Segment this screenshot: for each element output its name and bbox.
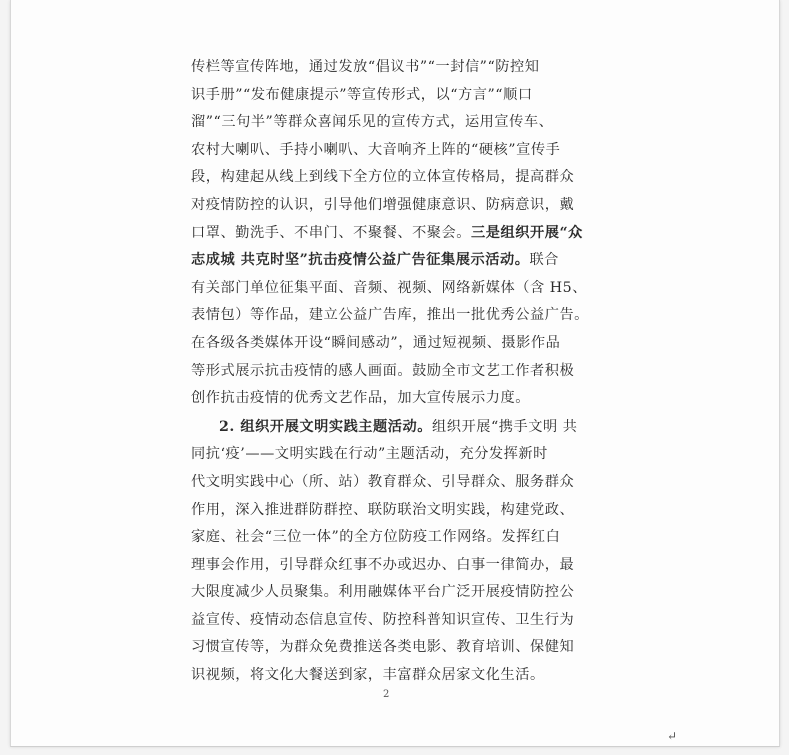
bold-heading-cont: 志成城 共克时坚”抗击疫情公益广告征集展示活动。: [191, 252, 530, 269]
text-line: 段，构建起从线上到线下全方位的立体宣传格局，提高群众: [191, 169, 575, 186]
text-line: 有关部门单位征集平面、音频、视频、网络新媒体（含 H5、: [191, 279, 587, 296]
text-line: 农村大喇叭、手持小喇叭、大音响齐上阵的“硬核”宣传手: [191, 141, 561, 158]
bold-heading: 三是组织开展“众: [471, 224, 583, 241]
document-page: [10, 0, 780, 747]
paragraph-2: [191, 414, 587, 690]
text-run: 口罩、勤洗手、不串门、不聚餐、不聚会。: [191, 224, 472, 241]
text-line: 表情包）等作品，建立公益广告库，推出一批优秀公益广告。: [191, 307, 589, 324]
text-line: 识手册”“发布健康提示”等宣传形式，以“方言”“顺口: [191, 86, 533, 103]
text-line: 创作抗击疫情的优秀文艺作品，加大宣传展示力度。: [191, 390, 530, 407]
text-line: 在各级各类媒体开设“瞬间感动”，通过短视频、摄影作品: [191, 334, 561, 351]
paragraph-mark-icon: ↵: [667, 729, 678, 743]
text-line: 代文明实践中心（所、站）教育群众、引导群众、服务群众: [191, 473, 575, 490]
text-run: 联合: [529, 252, 559, 269]
text-line: 溜”“三句半”等群众喜闻乐见的宣传方式，运用宣传车、: [191, 114, 554, 131]
section-heading: 2. 组织开展文明实践主题活动。: [219, 418, 432, 435]
paragraph-1: [191, 54, 587, 413]
text-line: 传栏等宣传阵地，通过发放“倡议书”“一封信”“防控知: [191, 59, 540, 75]
text-line: 识视频，将文化大餐送到家，丰富群众居家文化生活。: [191, 667, 545, 684]
page-number: 2: [383, 689, 390, 700]
text-line: [191, 247, 587, 275]
text-line: 等形式展示抗击疫情的感人画面。鼓励全市文艺工作者积极: [191, 362, 575, 379]
text-line: 同抗‘疫’——文明实践在行动”主题活动，充分发挥新时: [191, 446, 548, 463]
text-run: 组织开展“携手文明 共: [432, 418, 578, 435]
text-line: 对疫情防控的认识，引导他们增强健康意识、防病意识，戴: [191, 196, 575, 213]
text-line: 益宣传、疫情动态信息宣传、防控科普知识宣传、卫生行为: [191, 611, 575, 628]
text-line: [191, 220, 587, 248]
text-line: 习惯宣传等，为群众免费推送各类电影、教育培训、保健知: [191, 639, 575, 656]
text-line: 家庭、社会“三位一体”的全方位防疫工作网络。发挥红白: [191, 529, 561, 546]
text-line: 作用，深入推进群防群控、联防联治文明实践，构建党政、: [191, 501, 575, 518]
body-text: [191, 54, 587, 690]
text-line: [191, 414, 587, 442]
text-line: 大限度减少人员聚集。利用融媒体平台广泛开展疫情防控公: [191, 584, 575, 601]
text-line: 理事会作用，引导群众红事不办或迟办、白事一律简办，最: [191, 556, 575, 573]
